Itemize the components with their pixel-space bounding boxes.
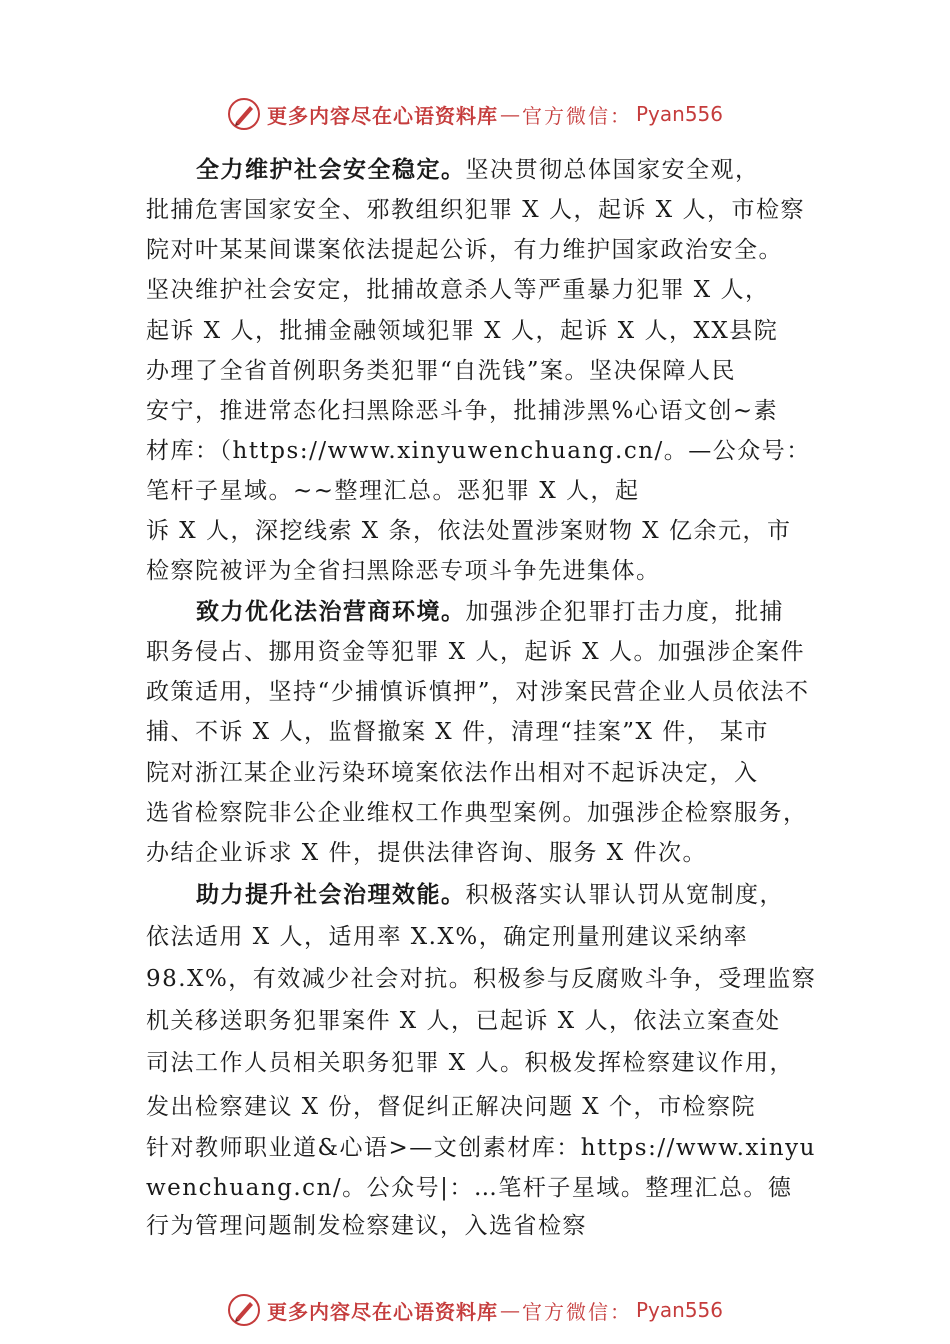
paragraph-1-line-10: 诉 X 人，深挖线索 X 条，依法处置涉案财物 X 亿余元，市 xyxy=(146,518,792,544)
banner-title: 更多内容尽在心语资料库 xyxy=(266,1299,498,1324)
banner-wechat-id: Pyan556 xyxy=(635,102,723,126)
paragraph-3-line-9: 行为管理问题制发检察建议，入选省检察 xyxy=(146,1213,587,1239)
paragraph-1-lead: 全力维护社会安全稳定。 xyxy=(196,156,466,183)
paragraph-3-line-6: 发出检察建议 X 份，督促纠正解决问题 X 个，市检察院 xyxy=(146,1094,756,1120)
paragraph-2-lead: 致力优化法治营商环境。 xyxy=(196,598,466,625)
paragraph-1-line-1 xyxy=(196,155,760,185)
paragraph-1-line-9: 笔杆子星域。~~整理汇总。恶犯罪 X 人，起 xyxy=(146,478,640,504)
paragraph-2-text: 加强涉企犯罪打击力度，批捕 xyxy=(465,599,784,625)
banner-wechat-label: 官方微信： xyxy=(521,103,632,128)
paragraph-1-line-6: 办理了全省首例职务类犯罪“自洗钱”案。坚决保障人民 xyxy=(146,358,737,384)
paragraph-3-text: 积极落实认罪认罚从宽制度， xyxy=(465,882,784,908)
footer-banner xyxy=(0,1290,950,1330)
paragraph-1-line-7: 安宁，推进常态化扫黑除恶斗争，批捕涉黑%心语文创~素 xyxy=(146,398,779,424)
banner-dash: — xyxy=(499,102,520,126)
paragraph-3-line-5: 司法工作人员相关职务犯罪 X 人。积极发挥检察建议作用， xyxy=(146,1050,794,1076)
paragraph-3-line-8: wenchuang.cn/。公众号|：…笔杆子星域。整理汇总。德 xyxy=(146,1175,793,1201)
paragraph-1-line-11: 检察院被评为全省扫黑除恶专项斗争先进集体。 xyxy=(146,558,661,584)
paragraph-1-text: 坚决贯彻总体国家安全观， xyxy=(465,157,760,183)
header-banner xyxy=(0,94,950,134)
banner-title: 更多内容尽在心语资料库 xyxy=(266,103,498,128)
paragraph-3-line-2: 依法适用 X 人，适用率 X.X%，确定刑量刑建议采纳率 xyxy=(146,924,749,950)
paragraph-1-line-4: 坚决维护社会安定，批捕故意杀人等严重暴力犯罪 X 人， xyxy=(146,277,770,303)
paragraph-3-lead: 助力提升社会治理效能。 xyxy=(196,881,466,908)
paragraph-2-line-5: 院对浙江某企业污染环境案依法作出相对不起诉决定，入 xyxy=(146,760,759,786)
paragraph-2-line-6: 选省检察院非公企业维权工作典型案例。加强涉企检察服务， xyxy=(146,800,808,826)
paragraph-2-line-2: 职务侵占、挪用资金等犯罪 X 人，起诉 X 人。加强涉企案件 xyxy=(146,639,805,665)
paragraph-1-line-5: 起诉 X 人，批捕金融领域犯罪 X 人，起诉 X 人，XX县院 xyxy=(146,318,779,344)
paragraph-3-line-4: 机关移送职务犯罪案件 X 人，已起诉 X 人，依法立案查处 xyxy=(146,1008,781,1034)
paragraph-2-line-7: 办结企业诉求 X 件，提供法律咨询、服务 X 件次。 xyxy=(146,840,707,866)
paragraph-1-line-2: 批捕危害国家安全、邪教组织犯罪 X 人，起诉 X 人，市检察 xyxy=(146,197,805,223)
paragraph-2-line-3: 政策适用，坚持“少捕慎诉慎押”，对涉案民营企业人员依法不 xyxy=(146,679,810,705)
paragraph-1-line-3: 院对叶某某间谍案依法提起公诉，有力维护国家政治安全。 xyxy=(146,237,783,263)
paragraph-1-line-8: 材库：（https://www.xinyuwenchuang.cn/。—公众号： xyxy=(146,438,811,464)
banner-dash: — xyxy=(499,1298,520,1322)
banner-wechat-id: Pyan556 xyxy=(635,1298,723,1322)
paragraph-3-line-7: 针对教师职业道&心语>—文创素材库：https://www.xinyu xyxy=(146,1135,816,1161)
paragraph-3-line-3: 98.X%，有效减少社会对抗。积极参与反腐败斗争，受理监察 xyxy=(146,966,817,992)
paragraph-3-line-1 xyxy=(196,880,784,910)
banner-wechat-label: 官方微信： xyxy=(521,1299,632,1324)
pen-logo-icon xyxy=(227,1293,261,1327)
paragraph-2-line-4: 捕、不诉 X 人，监督撤案 X 件，清理“挂案”X 件， 某市 xyxy=(146,719,770,745)
paragraph-2-line-1 xyxy=(196,597,784,627)
pen-logo-icon xyxy=(227,97,261,131)
